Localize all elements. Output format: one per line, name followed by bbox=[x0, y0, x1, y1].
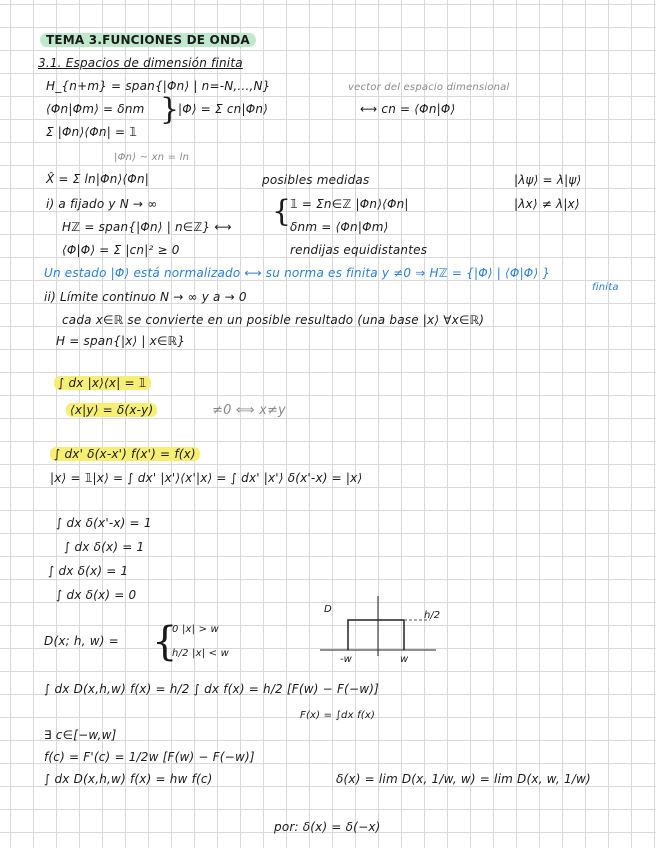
line-expansion: |Φ⟩ = Σ cn|Φn⟩ bbox=[178, 102, 269, 116]
line-resolution-identity: ∫ dx |x⟩⟨x| = 𝟙 bbox=[54, 376, 151, 391]
line-rendijas: rendijas equidistantes bbox=[290, 243, 428, 257]
line-normalizado: Un estado |Φ⟩ está normalizado ⟷ su norma es finita y ≠0 ⇒ Hℤ = {|Φ⟩ | ⟨Φ|Φ⟩ } bbox=[44, 266, 551, 280]
line-int-delta-3: ∫ dx δ(x) = 1 bbox=[48, 564, 129, 578]
line-int-delta-1: ∫ dx δ(x'-x) = 1 bbox=[56, 516, 152, 530]
line-d-case-h: h/2 |x| < w bbox=[172, 648, 230, 659]
section-heading: 3.1. Espacios de dimensión finita bbox=[38, 56, 243, 70]
fig-label-minus-w: -w bbox=[340, 654, 352, 665]
fig-label-w: w bbox=[400, 654, 409, 665]
line-d-def: D(x; h, w) = bbox=[44, 634, 119, 648]
line-int-d-hwf: ∫ dx D(x,h,w) f(x) = hw f(c) bbox=[44, 772, 213, 786]
line-delta-limit: δ(x) = lim D(x, 1/w, w) = lim D(x, w, 1/w) bbox=[336, 772, 591, 786]
note-vector: vector del espacio dimensional bbox=[348, 82, 510, 93]
rect-pulse bbox=[348, 620, 404, 650]
fig-label-d: D bbox=[324, 604, 332, 615]
line-posibles: posibles medidas bbox=[262, 173, 370, 187]
line-delta-nm: δnm = ⟨Φn|Φm⟩ bbox=[290, 220, 389, 234]
line-operator-x: X̂ = Σ ln|Φn⟩⟨Φn| bbox=[46, 172, 149, 186]
line-int-delta-4: ∫ dx δ(x) = 0 bbox=[56, 588, 137, 602]
line-case-i: i) a fijado y N → ∞ bbox=[46, 197, 158, 211]
brace-1: } bbox=[160, 92, 180, 127]
rect-function-plot bbox=[318, 596, 441, 668]
brace-2: { bbox=[272, 194, 292, 229]
line-case-ii: ii) Límite continuo N → ∞ y a → 0 bbox=[44, 290, 247, 304]
line-cada-x: cada x∈ℝ se convierte en un posible resultado (una base |x⟩ ∀x∈ℝ) bbox=[62, 313, 485, 327]
brace-3: { bbox=[152, 619, 178, 665]
line-inner-xy: ⟨x|y⟩ = δ(x-y) bbox=[66, 403, 157, 418]
line-sifting: ∫ dx' δ(x-x') f(x') = f(x) bbox=[50, 447, 200, 462]
line-lambda-2: |λx⟩ ≠ λ|x⟩ bbox=[514, 197, 580, 211]
line-hz-span: Hℤ = span{|Φn⟩ | n∈ℤ} ⟷ bbox=[62, 220, 232, 234]
line-orthonormal: ⟨Φn|Φm⟩ = δnm bbox=[46, 102, 145, 116]
line-exists-c: ∃ c∈[−w,w] bbox=[44, 728, 117, 742]
line-int-delta-2: ∫ dx δ(x) = 1 bbox=[64, 540, 145, 554]
line-int-d-f: ∫ dx D(x,h,w) f(x) = h/2 ∫ dx f(x) = h/2 [F(w) − F(−w)] bbox=[44, 682, 379, 696]
line-lambda-1: |λψ⟩ = λ|ψ⟩ bbox=[514, 173, 582, 187]
line-mean-value: f(c) = F'(c) = 1/2w [F(w) − F(−w)] bbox=[44, 750, 255, 764]
line-norm: ⟨Φ|Φ⟩ = Σ |cn|² ≥ 0 bbox=[62, 243, 180, 257]
line-delta-even: por: δ(x) = δ(−x) bbox=[274, 820, 381, 834]
line-h-span-x: H = span{|x⟩ | x∈ℝ} bbox=[56, 334, 186, 348]
line-coefficient: ⟷ cn = ⟨Φn|Φ⟩ bbox=[360, 102, 456, 116]
note-nonzero: ≠0 ⟺ x≠y bbox=[212, 403, 286, 418]
fig-label-h: h/2 bbox=[424, 610, 441, 621]
page-title: TEMA 3.FUNCIONES DE ONDA bbox=[40, 33, 256, 48]
line-completeness: Σ |Φn⟩⟨Φn| = 𝟙 bbox=[46, 125, 138, 139]
note-finita: finita bbox=[592, 282, 619, 293]
note-primitive: F(x) = ∫dx f(x) bbox=[300, 710, 376, 721]
note-xn: |Φn⟩ ~ xn = ln bbox=[114, 152, 190, 163]
line-hilbert-span: H_{n+m} = span{|Φn⟩ | n=-N,...,N} bbox=[46, 79, 271, 93]
line-ket-x: |x⟩ = 𝟙|x⟩ = ∫ dx' |x'⟩⟨x'|x⟩ = ∫ dx' |x'⟩ δ(x'-x) = |x⟩ bbox=[50, 471, 363, 485]
line-d-case-0: 0 |x| > w bbox=[172, 624, 219, 635]
line-identity-z: 𝟙 = Σn∈ℤ |Φn⟩⟨Φn| bbox=[290, 197, 409, 211]
